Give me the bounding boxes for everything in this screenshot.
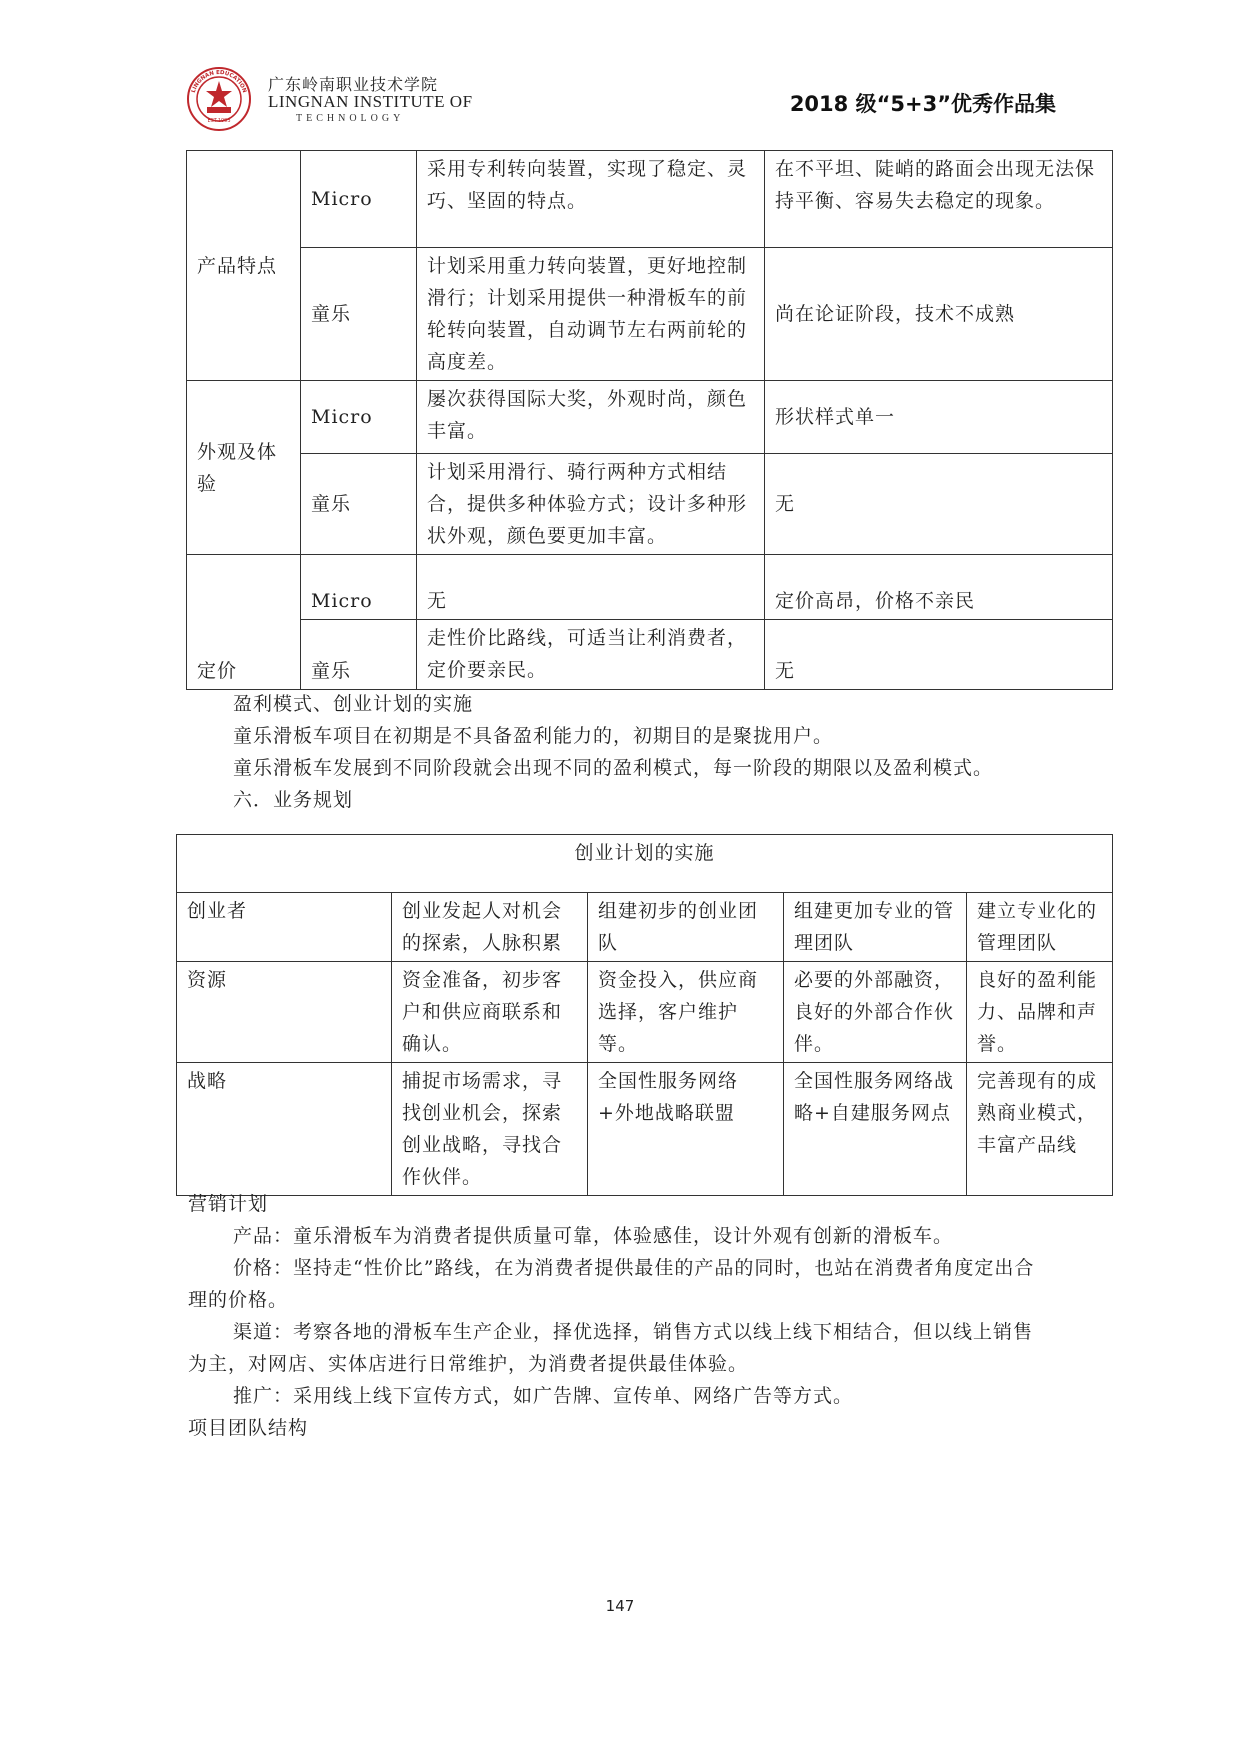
advantage-cell: 计划采用滑行、骑行两种方式相结合，提供多种体验方式；设计多种形状外观，颜色要更加丰富。 xyxy=(417,454,765,555)
page-number: 147 xyxy=(605,1597,635,1615)
plan-table-title: 创业计划的实施 xyxy=(177,835,1113,893)
disadvantage-cell: 尚在论证阶段，技术不成熟 xyxy=(765,248,1113,381)
business-heading: 六．业务规划 xyxy=(233,789,354,811)
brand-cell: Micro xyxy=(301,381,417,454)
advantage-cell: 屡次获得国际大奖，外观时尚，颜色丰富。 xyxy=(417,381,765,454)
table-row xyxy=(187,555,1113,620)
school-name-cn: 广东岭南职业技术学院 xyxy=(268,75,439,94)
comparison-table xyxy=(186,150,1113,690)
seal-ring-text: LINGNAN EDUCATION xyxy=(190,69,248,94)
marketing-product: 产品：童乐滑板车为消费者提供质量可靠，体验感佳，设计外观有创新的滑板车。 xyxy=(233,1225,954,1247)
advantage-cell: 走性价比路线，可适当让利消费者，定价要亲民。 xyxy=(417,620,765,690)
row-label: 战略 xyxy=(177,1063,392,1196)
row-label: 创业者 xyxy=(177,893,392,962)
profit-para-2: 童乐滑板车发展到不同阶段就会出现不同的盈利模式，每一阶段的期限以及盈利模式。 xyxy=(233,757,994,779)
table-cell: 资金准备，初步客户和供应商联系和确认。 xyxy=(392,962,588,1063)
disadvantage-cell: 在不平坦、陡峭的路面会出现无法保持平衡、容易失去稳定的现象。 xyxy=(765,151,1113,248)
brand-cell: 童乐 xyxy=(301,248,417,381)
table-row xyxy=(187,620,1113,690)
table-cell: 完善现有的成熟商业模式，丰富产品线 xyxy=(967,1063,1113,1196)
table-cell: 创业发起人对机会的探索，人脉积累 xyxy=(392,893,588,962)
row-label: 资源 xyxy=(177,962,392,1063)
table-row xyxy=(187,454,1113,555)
table-row xyxy=(187,381,1113,454)
table-cell: 全国性服务网络战略+自建服务网点 xyxy=(784,1063,967,1196)
table-row xyxy=(187,151,1113,248)
table-cell: 建立专业化的管理团队 xyxy=(967,893,1113,962)
collection-title: 2018 级“5+3”优秀作品集 xyxy=(789,92,1056,116)
marketing-price: 价格：坚持走“性价比”路线，在为消费者提供最佳的产品的同时，也站在消费者角度定出合理的价格。 xyxy=(188,1257,1035,1311)
brand-cell: Micro xyxy=(301,151,417,248)
table-cell: 必要的外部融资，良好的外部合作伙伴。 xyxy=(784,962,967,1063)
profit-para-1: 童乐滑板车项目在初期是不具备盈利能力的，初期目的是聚拢用户。 xyxy=(233,725,834,747)
advantage-cell: 无 xyxy=(417,555,765,620)
category-cell: 产品特点 xyxy=(187,151,301,381)
table-row xyxy=(177,835,1113,893)
disadvantage-cell: 无 xyxy=(765,454,1113,555)
page-header xyxy=(186,66,1056,132)
table-cell: 组建初步的创业团队 xyxy=(588,893,784,962)
disadvantage-cell: 无 xyxy=(765,620,1113,690)
marketing-heading: 营销计划 xyxy=(188,1193,269,1215)
table-cell: 资金投入，供应商选择，客户维护等。 xyxy=(588,962,784,1063)
table-row xyxy=(177,1063,1113,1196)
advantage-cell: 计划采用重力转向装置，更好地控制滑行；计划采用提供一种滑板车的前轮转向装置，自动调节左右两前轮的高度差。 xyxy=(417,248,765,381)
school-name-en: LINGNAN INSTITUTE OF xyxy=(268,92,473,111)
seal-est-text: EST.1993 xyxy=(207,118,231,124)
marketing-channel: 渠道：考察各地的滑板车生产企业，择优选择，销售方式以线上线下相结合，但以线上销售为主，对网店、实体店进行日常维护，为消费者提供最佳体验。 xyxy=(188,1321,1034,1375)
school-name-en-line2: TECHNOLOGY xyxy=(296,113,405,124)
table-row xyxy=(187,248,1113,381)
table-cell: 组建更加专业的管理团队 xyxy=(784,893,967,962)
brand-cell: Micro xyxy=(301,555,417,620)
table-row xyxy=(177,893,1113,962)
advantage-cell: 采用专利转向装置，实现了稳定、灵巧、坚固的特点。 xyxy=(417,151,765,248)
category-cell: 外观及体验 xyxy=(187,381,301,555)
brand-cell: 童乐 xyxy=(301,620,417,690)
brand-cell: 童乐 xyxy=(301,454,417,555)
plan-table xyxy=(176,834,1113,1196)
team-heading: 项目团队结构 xyxy=(188,1417,309,1439)
table-cell: 良好的盈利能力、品牌和声誉。 xyxy=(967,962,1113,1063)
disadvantage-cell: 形状样式单一 xyxy=(765,381,1113,454)
disadvantage-cell: 定价高昂，价格不亲民 xyxy=(765,555,1113,620)
table-cell: 捕捉市场需求，寻找创业机会，探索创业战略，寻找合作伙伴。 xyxy=(392,1063,588,1196)
table-row xyxy=(177,962,1113,1063)
table-cell: 全国性服务网络+外地战略联盟 xyxy=(588,1063,784,1196)
marketing-promotion: 推广：采用线上线下宣传方式，如广告牌、宣传单、网络广告等方式。 xyxy=(233,1385,854,1407)
school-seal-icon xyxy=(186,66,252,132)
profit-heading: 盈利模式、创业计划的实施 xyxy=(233,693,474,715)
category-cell: 定价 xyxy=(187,555,301,690)
